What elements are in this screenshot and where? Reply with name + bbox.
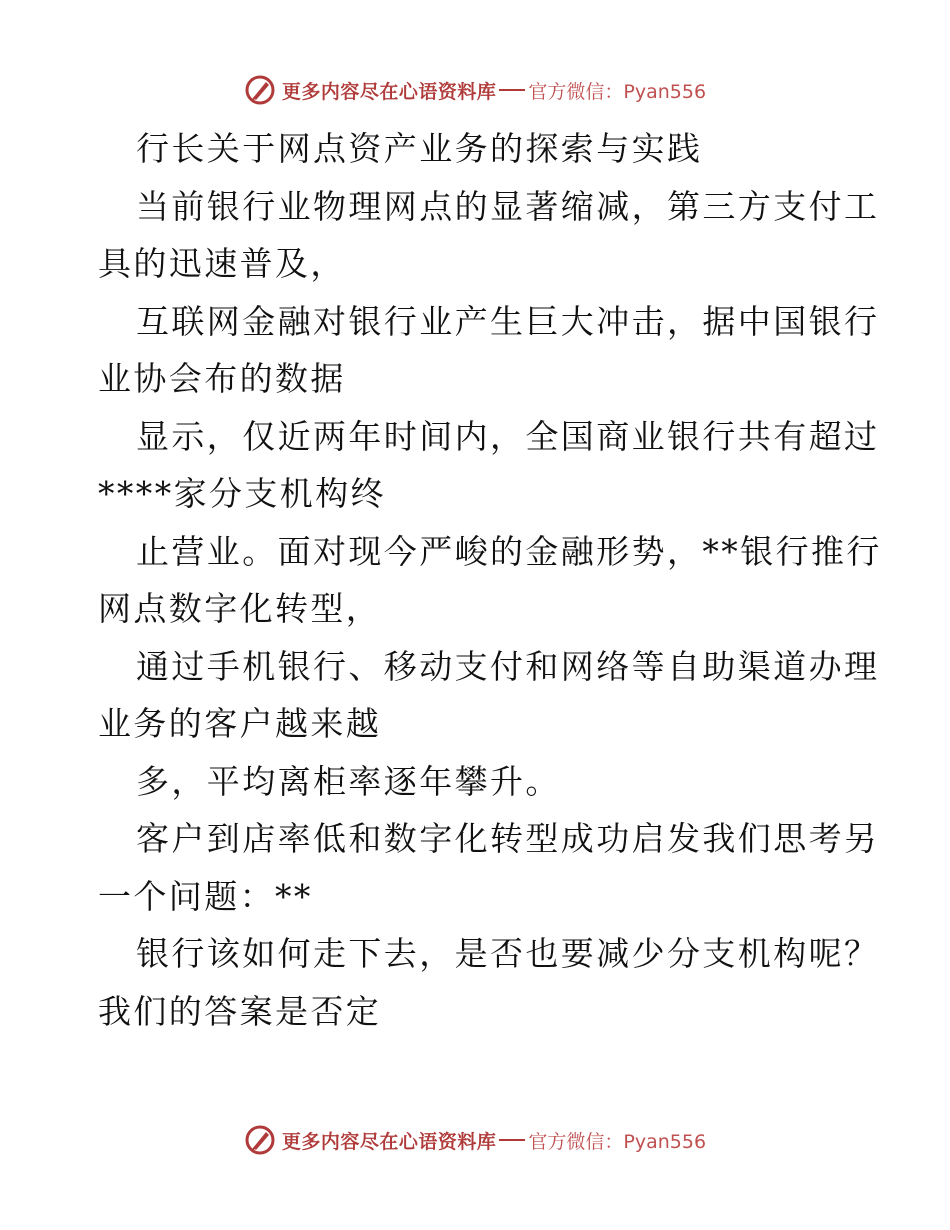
quill-pen-logo-icon (244, 1124, 276, 1156)
watermark-wechat-text: 官方微信：Pyan556 (528, 80, 707, 103)
paragraph-line: 网点数字化转型， (98, 589, 382, 628)
paragraph-line: 业务的客户越来越 (98, 704, 382, 743)
paragraph-line: 止营业。面对现今严峻的金融形势，**银行推行 (136, 531, 882, 571)
paragraph-line: 银行该如何走下去，是否也要减少分支机构呢？ (136, 934, 880, 973)
watermark-site-text: 更多内容尽在心语资料库 (281, 1130, 497, 1153)
watermark-dash (499, 1139, 525, 1141)
watermark-wechat-text: 官方微信：Pyan556 (528, 1130, 707, 1153)
paragraph-line: 显示，仅近两年时间内，全国商业银行共有超过 (136, 416, 880, 456)
paragraph-line: 我们的答案是否定 (98, 991, 382, 1031)
paragraph-line: 客户到店率低和数字化转型成功启发我们思考另 (136, 819, 880, 858)
watermark-dash (499, 89, 525, 91)
quill-pen-logo-icon (244, 74, 276, 106)
paragraph-line: 一个问题：** (98, 876, 313, 916)
paragraph-line: 多，平均离柜率逐年攀升。 (136, 761, 561, 801)
paragraph-line: 业协会布的数据 (98, 359, 346, 398)
paragraph-line: 通过手机银行、移动支付和网络等自助渠道办理 (136, 646, 880, 686)
header-watermark (0, 70, 950, 110)
document-body (98, 120, 882, 1040)
paragraph-line: ****家分支机构终 (98, 474, 386, 513)
watermark-site-text: 更多内容尽在心语资料库 (281, 80, 497, 103)
document-title: 行长关于网点资产业务的探索与实践 (136, 129, 703, 168)
footer-watermark (0, 1120, 950, 1160)
paragraph-line: 具的迅速普及， (98, 244, 346, 283)
paragraph-line: 当前银行业物理网点的显著缩减，第三方支付工 (136, 186, 880, 226)
paragraph-line: 互联网金融对银行业产生巨大冲击，据中国银行 (136, 301, 880, 341)
